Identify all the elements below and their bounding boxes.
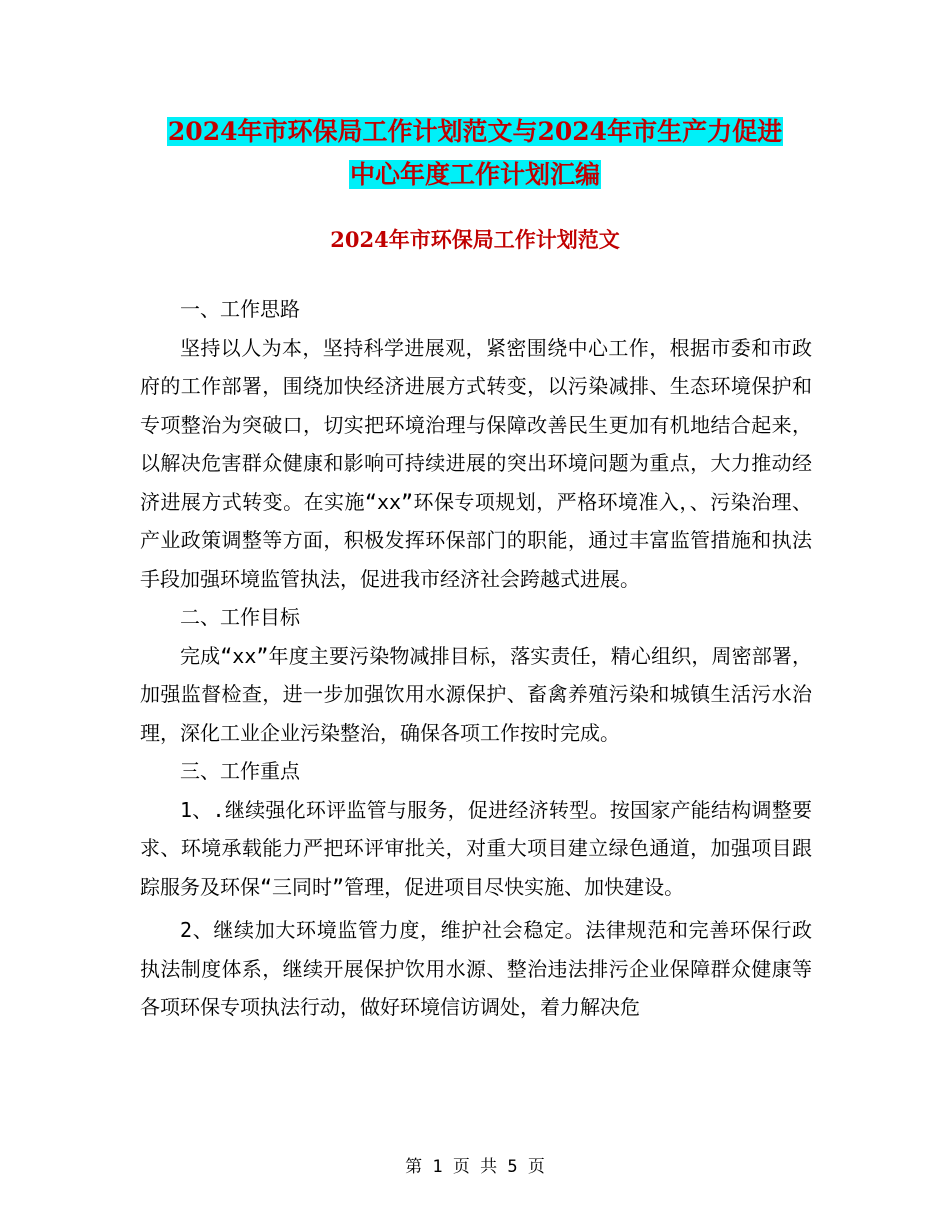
heading-work-focus: 三、工作重点: [180, 759, 300, 783]
document-title-line-1: [0, 110, 950, 154]
heading-work-approach: 一、工作思路: [180, 297, 300, 321]
document-title-text-1: 2024年市环保局工作计划范文与2024年市生产力促进: [167, 117, 783, 146]
paragraph-work-goals: 完成“xx”年度主要污染物减排目标，落实责任，精心组织，周密部署，加强监督检查，进一步加强饮用水源保护、畜禽养殖污染和城镇生活污水治理，深化工业企业污染整治，确保各项工作按时完成。: [140, 643, 812, 745]
paragraph-focus-item-2: 2、继续加大环境监管力度，维护社会稳定。法律规范和完善环保行政执法制度体系，继续开展保护饮用水源、整治违法排污企业保障群众健康等各项环保专项执法行动，做好环境信访调处，着力解决危: [140, 918, 812, 1019]
section-title: 2024年市环保局工作计划范文: [330, 227, 620, 252]
page-footer: 第 1 页 共 5 页: [405, 1157, 545, 1177]
paragraph-work-approach: 坚持以人为本，坚持科学进展观，紧密围绕中心工作，根据市委和市政府的工作部署，围绕加快经济进展方式转变，以污染减排、生态环境保护和专项整治为突破口，切实把环境治理与保障改善民生更加有机地结合起来，以解决危害群众健康和影响可持续进展的突出环境问题为重点，大力推动经济进展方式转变。在实施“xx”环保专项规划，严格环境准入，、污染治理、产业政策调整等方面，积极发挥环保部门的职能，通过丰富监管措施和执法手段加强环境监管执法，促进我市经济社会跨越式进展。: [140, 335, 812, 591]
document-title-line-2: [0, 153, 950, 197]
document-body: [140, 290, 812, 1027]
document-title-text-2: 中心年度工作计划汇编: [349, 160, 600, 189]
heading-work-goals: 二、工作目标: [180, 605, 300, 629]
paragraph-focus-item-1: 1、.继续强化环评监管与服务，促进经济转型。按国家产能结构调整要求、环境承载能力严把环评审批关，对重大项目建立绿色通道，加强项目跟踪服务及环保“三同时”管理，促进项目尽快实施、加快建设。: [140, 797, 812, 899]
